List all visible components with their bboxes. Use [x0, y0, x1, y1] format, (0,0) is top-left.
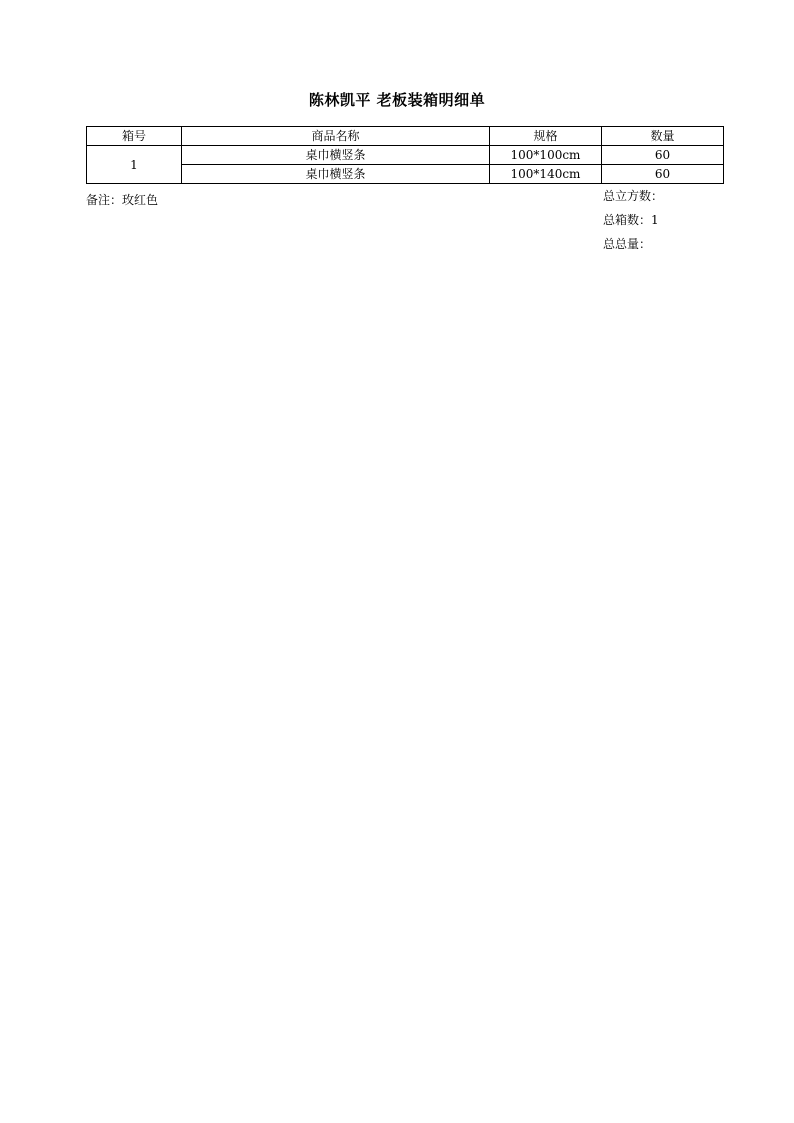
header-product-name: 商品名称	[182, 127, 490, 146]
header-box-no: 箱号	[87, 127, 182, 146]
table-row	[87, 146, 724, 165]
header-spec: 规格	[490, 127, 602, 146]
total-volume: 总立方数：	[603, 189, 664, 203]
cell-spec: 100*140cm	[490, 165, 602, 184]
document-title: 陈林凯平 老板装箱明细单	[308, 91, 486, 109]
remark: 备注：玫红色	[86, 193, 159, 207]
cell-quantity: 60	[602, 146, 724, 165]
table-row	[87, 165, 724, 184]
cell-product-name: 桌巾横竖条	[182, 165, 490, 184]
header-quantity: 数量	[602, 127, 724, 146]
totals-block	[603, 189, 663, 261]
cell-spec: 100*100cm	[490, 146, 602, 165]
total-boxes: 总箱数：1	[603, 213, 659, 227]
table-header-row	[87, 127, 724, 146]
cell-box-no: 1	[87, 146, 182, 184]
cell-product-name: 桌巾横竖条	[182, 146, 490, 165]
cell-quantity: 60	[602, 165, 724, 184]
packing-list-table	[86, 126, 724, 184]
total-weight: 总总量：	[603, 237, 652, 251]
